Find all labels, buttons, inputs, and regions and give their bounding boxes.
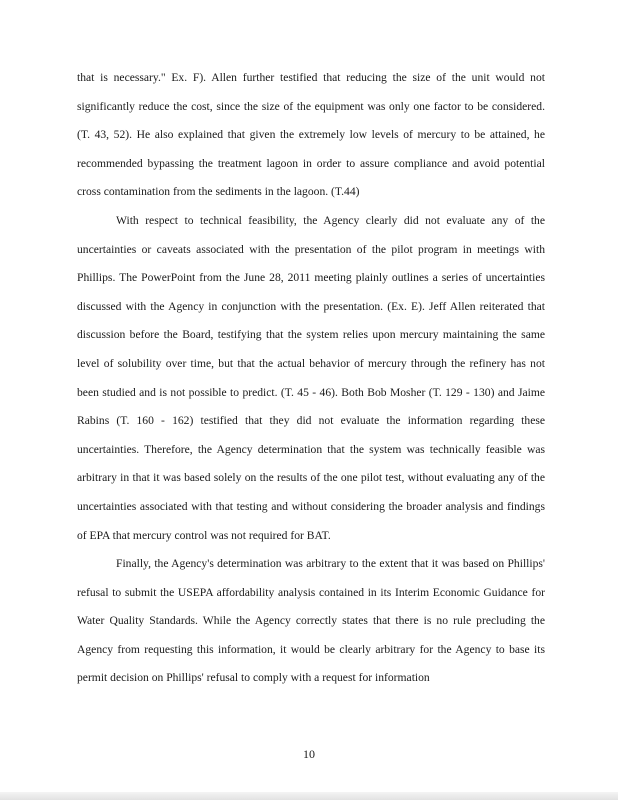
body-text — [77, 64, 545, 693]
page-number: 10 — [303, 747, 315, 761]
paragraph-continuation: that is necessary." Ex. F). Allen further testified that reducing the size of the unit would not significantly reduce the cost, since the size of the equipment was only one factor to be considered. (T. 43, 52). He also explained that given the extremely low levels of mercury to be attained, he recommended bypassing the treatment lagoon in order to assure compliance and avoid potential cross contamination from the sediments in the lagoon. (T.44) — [77, 71, 545, 199]
paragraph-technical-feasibility: With respect to technical feasibility, the Agency clearly did not evaluate any of the uncertainties or caveats associated with the presentation of the pilot program in meetings with Phillips. The PowerPoint from the June 28, 2011 meeting plainly outlines a series of uncertainties discussed with the Agency in conjunction with the presentation. (Ex. E). Jeff Allen reiterated that discussion before the Board, testifying that the system relies upon mercury maintaining the same level of solubility over time, but that the actual behavior of mercury through the refinery has not been studied and is not possible to predict. (T. 45 - 46). Both Bob Mosher (T. 129 - 130) and Jaime Rabins (T. 160 - 162) testified that they did not evaluate the information regarding these uncertainties. Therefore, the Agency determination that the system was technically feasible was arbitrary in that it was based solely on the results of the one pilot test, without evaluating any of the uncertainties associated with that testing and without considering the broader analysis and findings of EPA that mercury control was not required for BAT. — [77, 213, 545, 542]
scan-edge — [0, 792, 618, 800]
paragraph-affordability: Finally, the Agency's determination was arbitrary to the extent that it was based on Phillips' refusal to submit the USEPA affordability analysis contained in its Interim Economic Guidance for Water Quality Standards. While the Agency correctly states that there is no rule precluding the Agency from requesting this information, it would be clearly arbitrary for the Agency to base its permit decision on Phillips' refusal to comply with a request for information — [77, 557, 545, 685]
